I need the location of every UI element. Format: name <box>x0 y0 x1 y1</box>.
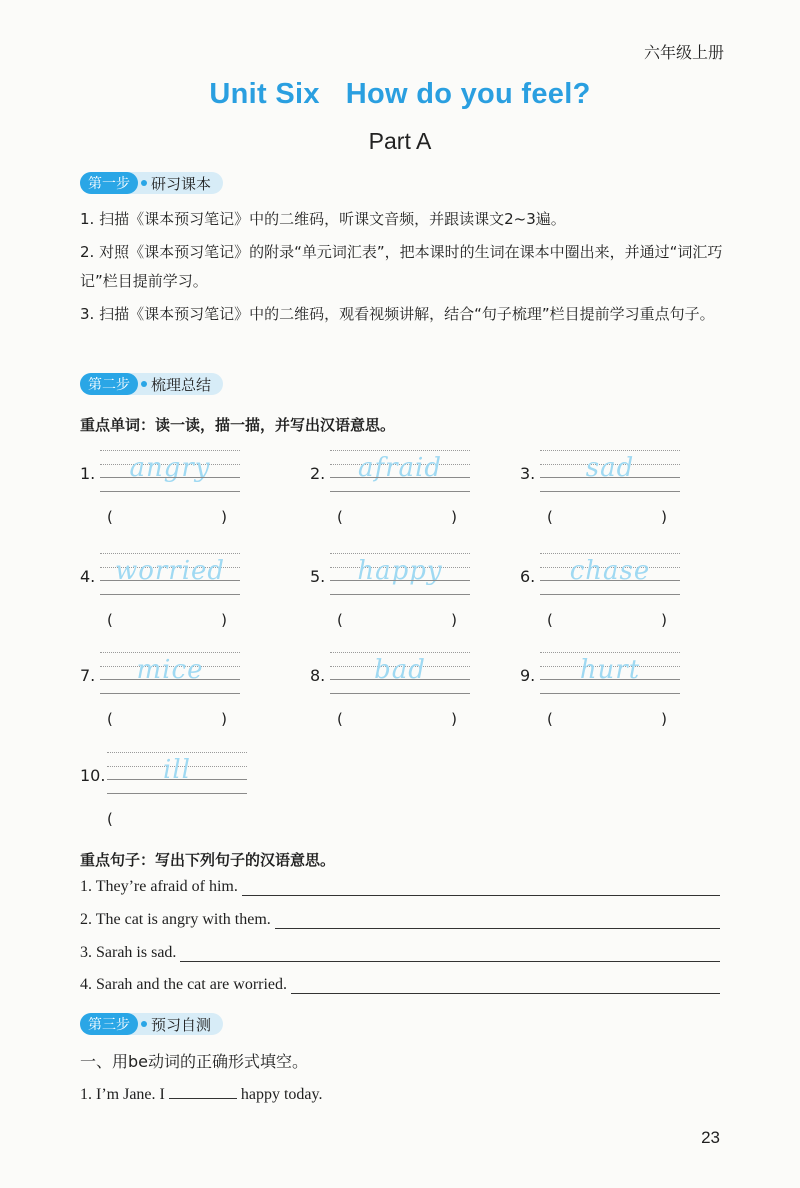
word-number: 10. <box>80 766 106 785</box>
writing-lines <box>540 553 680 595</box>
word-item <box>80 652 255 752</box>
meaning-blank[interactable]: ( ) <box>547 611 667 629</box>
word-item <box>310 450 485 550</box>
trace-word: happy <box>357 556 443 586</box>
word-item <box>80 553 255 653</box>
word-number: 5. <box>310 567 326 586</box>
fill-blank[interactable] <box>169 1084 237 1099</box>
meaning-blank[interactable]: ( ) <box>107 508 227 526</box>
writing-lines <box>540 652 680 694</box>
unit-title <box>0 78 800 111</box>
word-item <box>310 553 485 653</box>
trace-word: afraid <box>357 453 442 483</box>
step2-label: 梳理总结 <box>151 375 212 394</box>
word-item <box>80 752 255 852</box>
sentence-text: 4. Sarah and the cat are worried. <box>80 976 288 993</box>
writing-lines <box>540 450 680 492</box>
sentence-text: 1. They’re afraid of him. <box>80 878 238 895</box>
meaning-blank[interactable]: ( <box>107 810 113 828</box>
word-number: 4. <box>80 567 96 586</box>
sentence-row <box>80 976 720 994</box>
writing-lines <box>330 553 470 595</box>
words-heading: 重点单词：读一读，描一描，并写出汉语意思。 <box>80 416 396 434</box>
meaning-blank[interactable]: ( ) <box>337 710 457 728</box>
word-item <box>520 450 695 550</box>
meaning-blank[interactable]: ( ) <box>337 508 457 526</box>
step1-item-3: 3. 扫描《课本预习笔记》中的二维码，观看视频讲解，结合“句子梳理”栏目提前学习重点句子。 <box>80 305 715 323</box>
trace-word: ill <box>163 755 191 785</box>
writing-lines <box>100 652 240 694</box>
trace-word: angry <box>129 453 211 483</box>
writing-lines <box>330 450 470 492</box>
writing-lines <box>107 752 247 794</box>
sentence-text: 3. Sarah is sad. <box>80 944 177 961</box>
word-item <box>520 553 695 653</box>
answer-line[interactable] <box>242 881 720 896</box>
step1-item-1: 1. 扫描《课本预习笔记》中的二维码，听课文音频，并跟读课文2~3遍。 <box>80 210 566 228</box>
word-item <box>310 652 485 752</box>
word-number: 1. <box>80 464 96 483</box>
sentence-row <box>80 944 720 962</box>
word-number: 9. <box>520 666 536 685</box>
step3-label: 预习自测 <box>151 1015 212 1034</box>
trace-word: chase <box>569 556 651 586</box>
step1-label: 研习课本 <box>151 174 212 193</box>
unit-question: How do you feel? <box>345 78 591 110</box>
step3-header <box>80 1013 223 1035</box>
word-number: 7. <box>80 666 96 685</box>
word-number: 2. <box>310 464 326 483</box>
answer-line[interactable] <box>291 979 720 994</box>
unit-number: Unit Six <box>209 78 320 110</box>
trace-word: mice <box>136 655 204 685</box>
step2-header <box>80 373 223 395</box>
grade-label: 六年级上册 <box>643 43 724 62</box>
step2-badge: 第二步 <box>80 373 138 395</box>
step1-item-2: 2. 对照《课本预习笔记》的附录“单元词汇表”，把本课时的生词在课本中圈出来，并通过“词汇巧记”栏目提前学习。 <box>80 243 723 290</box>
step-dot-icon <box>141 381 147 387</box>
sentence-row <box>80 878 720 896</box>
word-item <box>80 450 255 550</box>
step3-badge: 第三步 <box>80 1013 138 1035</box>
answer-line[interactable] <box>180 947 720 962</box>
trace-word: worried <box>114 556 226 586</box>
meaning-blank[interactable]: ( ) <box>547 710 667 728</box>
word-number: 3. <box>520 464 536 483</box>
meaning-blank[interactable]: ( ) <box>337 611 457 629</box>
meaning-blank[interactable]: ( ) <box>547 508 667 526</box>
part-title: Part A <box>368 128 432 154</box>
exercise-heading: 一、用be动词的正确形式填空。 <box>80 1052 309 1071</box>
writing-lines <box>100 450 240 492</box>
step1-header <box>80 172 223 194</box>
sentence-text: 2. The cat is angry with them. <box>80 911 271 928</box>
sentence-row <box>80 911 720 929</box>
sentences-heading: 重点句子：写出下列句子的汉语意思。 <box>80 851 336 869</box>
writing-lines <box>330 652 470 694</box>
word-number: 6. <box>520 567 536 586</box>
exercise-question-1: 1. I’m Jane. I happy today. <box>80 1086 323 1103</box>
step1-badge: 第一步 <box>80 172 138 194</box>
step-dot-icon <box>141 180 147 186</box>
writing-lines <box>100 553 240 595</box>
trace-word: sad <box>585 453 635 483</box>
meaning-blank[interactable]: ( ) <box>107 611 227 629</box>
page-number: 23 <box>701 1128 720 1147</box>
word-number: 8. <box>310 666 326 685</box>
trace-word: hurt <box>579 655 641 685</box>
answer-line[interactable] <box>275 914 720 929</box>
word-item <box>520 652 695 752</box>
step-dot-icon <box>141 1021 147 1027</box>
trace-word: bad <box>374 655 426 685</box>
meaning-blank[interactable]: ( ) <box>107 710 227 728</box>
